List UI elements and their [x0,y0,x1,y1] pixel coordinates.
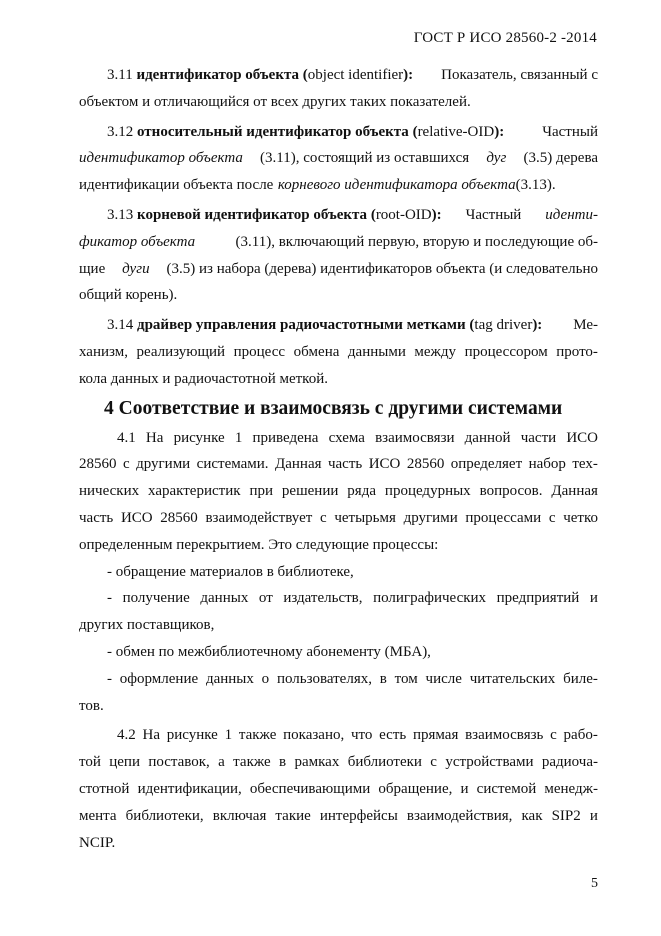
paragraph-4-1-line-2: 28560 с другими системами. Данная часть ИСО 28560 определяет набор тех- [79,456,598,473]
paragraph-3-11-line-1: 3.11 идентификатор объекта (object identifier): Показатель, связанный с [79,62,598,89]
paragraph-3-12-line-3: идентификации объекта после корневого идентификатора объекта (3.13). [79,177,556,194]
paragraph-3-11-line-2: объектом и отличающийся от всех других таких показателей. [79,93,471,110]
paragraph-4-1-line-5: определенным перекрытием. Это следующие процессы: [79,536,439,553]
clause-number: 3.11 [107,67,133,83]
document-body [79,62,598,856]
list-item-continuation: тов. [79,697,104,714]
paragraph-3-14-line-2: ханизм, реализующий процесс обмена данными между процессором прото- [79,343,598,360]
paragraph-4-2-line-1: 4.2 На рисунке 1 также показано, что есть прямая взаимосвязь с рабо- [117,727,598,744]
english-term: relative-OID [417,123,495,140]
paragraph-3-12-line-2: идентификатор объекта (3.11), состоящий из оставшихся дуг (3.5) дерева [79,150,598,167]
term: драйвер управления радиочастотными метками [137,317,466,334]
term: относительный идентификатор объекта [137,123,409,140]
document-header: ГОСТ Р ИСО 28560-2 -2014 [413,30,597,46]
section-heading: 4 Соответствие и взаимосвязь с другими системами [104,397,563,419]
paragraph-3-14-line-1: 3.14 драйвер управления радиочастотными метками (tag driver): Ме- [107,317,598,334]
list-item-continuation: других поставщиков, [79,617,215,634]
list-item: - обращение материалов в библиотеке, [107,563,354,580]
english-term: object identifier [307,67,404,83]
paragraph-4-1-line-4: часть ИСО 28560 взаимодействует с четырьмя другими процессами с четко [79,509,598,526]
definition-text: Показатель, связанный с [441,67,598,83]
paragraph-3-13-line-4: общий корень). [79,287,178,304]
term: идентификатор объекта [136,67,300,83]
clause-number: 3.12 [107,123,134,140]
paragraph-3-13-line-1: 3.13 корневой идентификатор объекта (root-OID): Частный иденти- [107,206,598,223]
paragraph-3-14-line-3: кола данных и радиочастотной меткой. [79,370,328,387]
clause-number: 3.13 [107,206,134,223]
paragraph-4-2-line-2: той цепи поставок, а также в рамках библиотеки с устройствами радиоча- [79,754,598,771]
clause-number: 3.14 [107,317,134,334]
page-number: 5 [591,876,598,891]
term: корневой идентификатор объекта [137,206,368,223]
paragraph-4-1-line-1: 4.1 На рисунке 1 приведена схема взаимосвязи данной части ИСО [117,429,598,446]
paragraph-4-2-line-3: стотной идентификации, обеспечивающими обращение, и системой менедж- [79,780,598,797]
list-item: - оформление данных о пользователях, в том числе читательских биле- [107,670,598,687]
list-item: - получение данных от издательств, полиграфических предприятий и [107,590,598,607]
paragraph-4-2-line-5: NCIP. [79,834,116,851]
paragraph-4-1-line-3: нических характеристик при решении ряда процедурных вопросов. Данная [79,483,598,500]
paragraph-3-12-line-1: 3.12 относительный идентификатор объекта (relative-OID): Частный [107,123,598,140]
paragraph-4-2-line-4: мента библиотеки, включая такие интерфейсы взаимодействия, как SIP2 и [79,807,598,824]
paragraph-3-13-line-2: фикатор объекта (3.11), включающий первую, вторую и последующие об- [79,233,598,250]
paragraph-3-13-line-3: щие дуги (3.5) из набора (дерева) идентификаторов объекта (и следовательно [79,260,598,277]
list-item: - обмен по межбиблиотечному абонементу (МБА), [107,643,431,660]
english-term: root-OID [375,206,432,223]
english-term: tag driver [474,317,533,334]
